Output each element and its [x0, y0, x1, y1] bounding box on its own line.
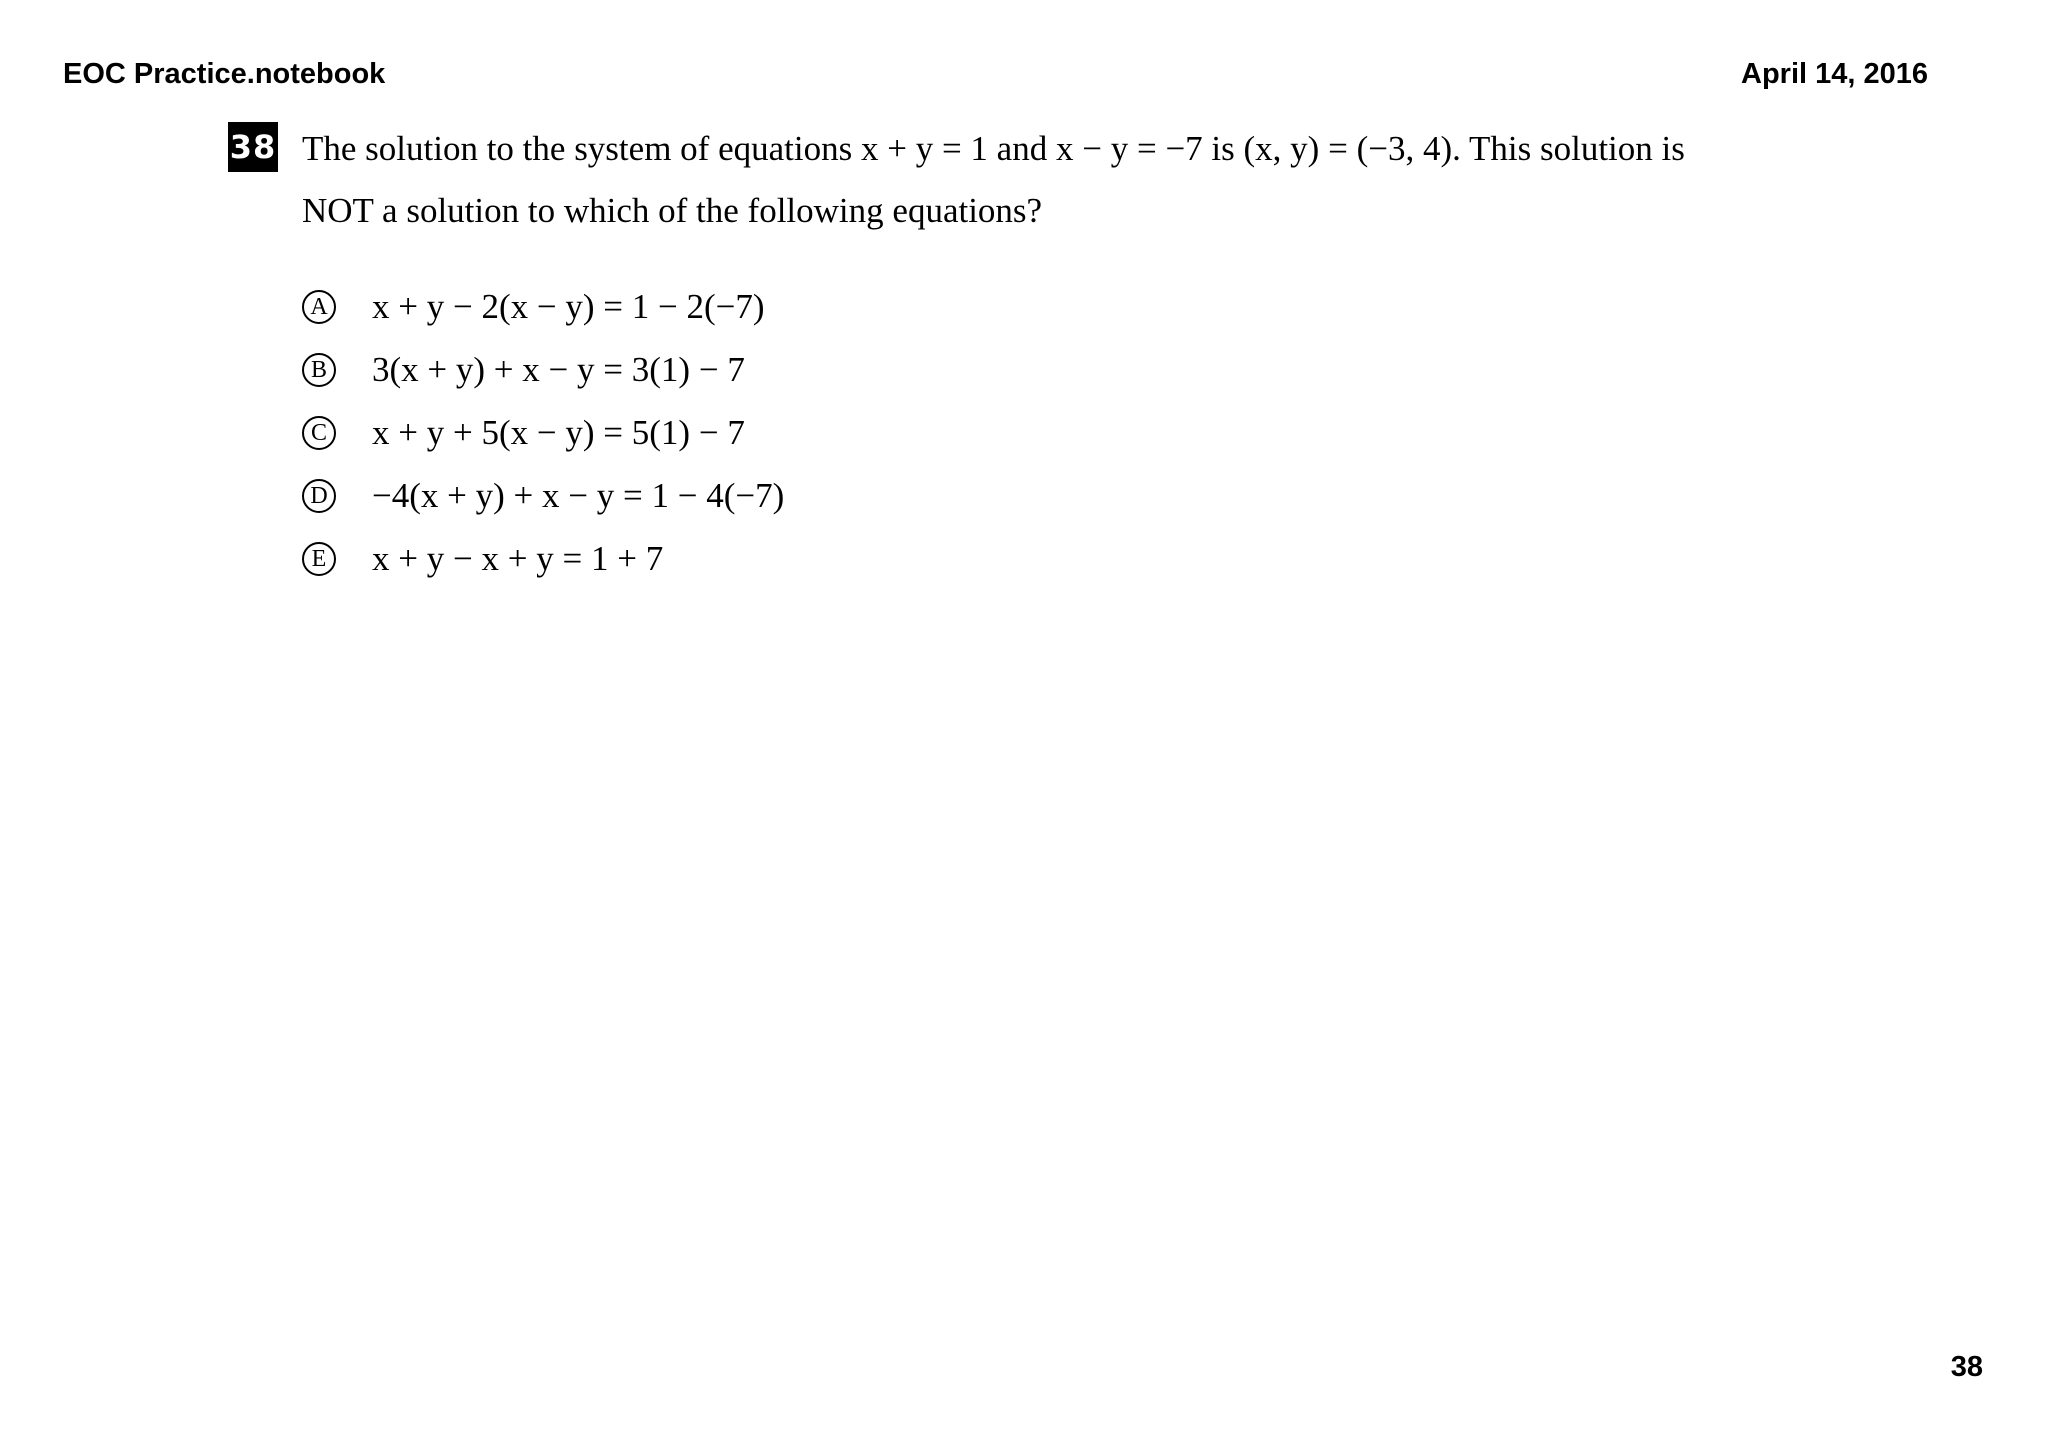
option-letter-circle: C [302, 416, 336, 450]
question-text-line-2: NOT a solution to which of the following equations? [302, 191, 1043, 230]
question-text-line-1: The solution to the system of equations x + y = 1 and x − y = −7 is (x, y) = (−3, 4). This solution is [302, 129, 1685, 168]
page-date: April 14, 2016 [1741, 58, 1928, 90]
question-number-badge: 38 [228, 122, 278, 172]
option-letter-circle: A [302, 290, 336, 324]
answer-option-e [302, 527, 1202, 590]
option-equation: x + y − x + y = 1 + 7 [372, 538, 664, 578]
page-number: 38 [1950, 1351, 1983, 1383]
answer-option-b [302, 338, 1202, 401]
option-letter-circle: D [302, 479, 336, 513]
answer-option-c [302, 401, 1202, 464]
option-letter-circle: E [302, 542, 336, 576]
option-equation: x + y − 2(x − y) = 1 − 2(−7) [372, 286, 765, 326]
option-equation: −4(x + y) + x − y = 1 − 4(−7) [372, 475, 785, 515]
answer-options [302, 275, 1202, 590]
notebook-title: EOC Practice.notebook [63, 58, 386, 90]
option-equation: x + y + 5(x − y) = 5(1) − 7 [372, 412, 745, 452]
answer-option-a [302, 275, 1202, 338]
option-equation: 3(x + y) + x − y = 3(1) − 7 [372, 349, 745, 389]
option-letter-circle: B [302, 353, 336, 387]
answer-option-d [302, 464, 1202, 527]
